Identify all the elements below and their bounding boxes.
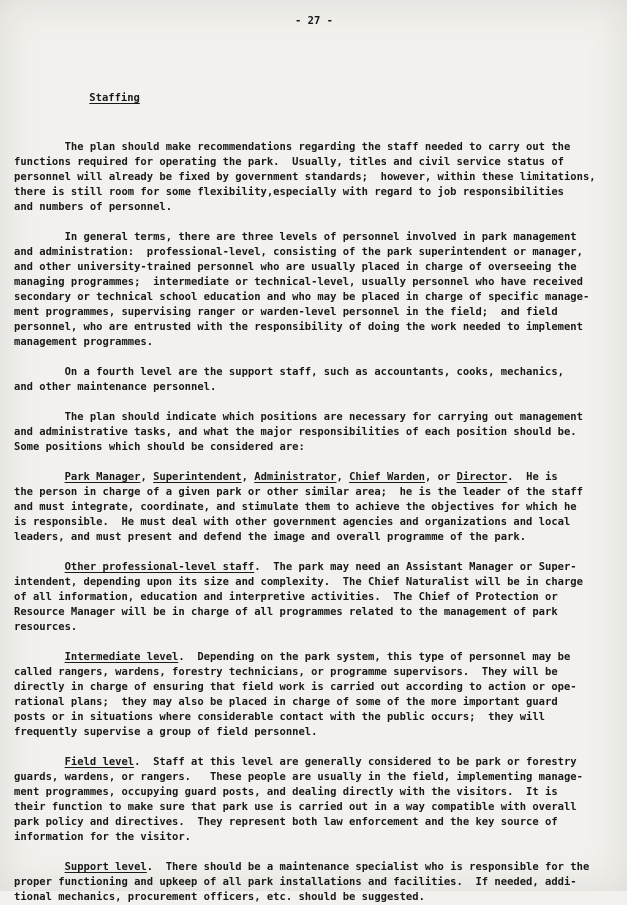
text-run: , or	[424, 471, 457, 483]
text-line	[14, 440, 614, 455]
paragraph	[14, 650, 614, 740]
text-line	[14, 605, 614, 620]
text-line	[14, 170, 614, 185]
text-line	[14, 305, 614, 320]
paragraph	[14, 860, 614, 905]
text-run: ,	[336, 471, 350, 483]
underlined-term: Intermediate level	[64, 651, 179, 663]
text-run: park policy and directives. They represent both law enforcement and the key source of	[14, 816, 558, 828]
underlined-term: Support level	[64, 861, 147, 873]
text-line	[14, 485, 614, 500]
text-run: directly in charge of ensuring that field work is carried out according to action or ope-	[14, 681, 577, 693]
text-line	[14, 335, 614, 350]
text-line	[14, 770, 614, 785]
text-run: . Depending on the park system, this type of personnel may be	[178, 651, 571, 663]
text-run: information for the visitor.	[14, 831, 192, 843]
text-run: and administrative tasks, and what the major responsibilities of each position should be.	[14, 426, 577, 438]
text-run	[14, 861, 65, 873]
text-line	[14, 860, 614, 875]
text-run: . Staff at this level are generally considered to be park or forestry	[134, 756, 577, 768]
text-line	[14, 650, 614, 665]
text-run: ment programmes, occupying guard posts, and dealing directly with the visitors. It is	[14, 786, 558, 798]
text-line	[14, 785, 614, 800]
text-line	[14, 140, 614, 155]
text-line	[14, 695, 614, 710]
text-line	[14, 575, 614, 590]
text-line	[14, 380, 614, 395]
text-line	[14, 875, 614, 890]
paragraph	[14, 410, 614, 455]
text-line	[14, 800, 614, 815]
text-line	[14, 425, 614, 440]
text-line	[14, 560, 614, 575]
text-run: is responsible. He must deal with other government agencies and organizations and local	[14, 516, 571, 528]
text-line	[14, 155, 614, 170]
text-line	[14, 710, 614, 725]
text-line	[14, 185, 614, 200]
text-run: In general terms, there are three levels of personnel involved in park management	[14, 231, 577, 243]
text-run: The plan should indicate which positions are necessary for carrying out management	[14, 411, 583, 423]
text-run	[14, 756, 65, 768]
text-run: guards, wardens, or rangers. These people are usually in the field, implementing manage-	[14, 771, 583, 783]
section-heading-label: Staffing	[89, 92, 140, 104]
text-run: Some positions which should be considered are:	[14, 441, 305, 453]
text-run	[14, 651, 65, 663]
text-line	[14, 410, 614, 425]
text-run: functions required for operating the park. Usually, titles and civil service status of	[14, 156, 564, 168]
text-line	[14, 245, 614, 260]
text-run: intendent, depending upon its size and complexity. The Chief Naturalist will be in charge	[14, 576, 583, 588]
underlined-term: Director	[456, 471, 508, 483]
text-run: ment programmes, supervising ranger or warden-level personnel in the field; and field	[14, 306, 558, 318]
text-run: personnel, who are entrusted with the responsibility of doing the work needed to implement	[14, 321, 583, 333]
text-run: personnel will already be fixed by government standards; however, within these limitations,	[14, 171, 596, 183]
underlined-term: Other professional-level staff	[64, 561, 255, 573]
text-line	[14, 620, 614, 635]
text-line	[14, 320, 614, 335]
text-run: and administration: professional-level, consisting of the park superintendent or manager,	[14, 246, 583, 258]
text-run: and other university-trained personnel who are usually placed in charge of overseeing the	[14, 261, 577, 273]
underlined-term: Superintendent	[153, 471, 242, 483]
text-line	[14, 680, 614, 695]
underlined-term: Chief Warden	[349, 471, 425, 483]
text-run: The plan should make recommendations regarding the staff needed to carry out the	[14, 141, 571, 153]
text-run: of all information, education and interpretive activities. The Chief of Protection or	[14, 591, 558, 603]
text-run	[14, 561, 65, 573]
text-line	[14, 260, 614, 275]
text-run: frequently supervise a group of field personnel.	[14, 726, 318, 738]
text-run: Resource Manager will be in charge of all programmes related to the management of park	[14, 606, 558, 618]
text-run: posts or in situations where considerable contact with the public occurs; they will	[14, 711, 546, 723]
text-run: there is still room for some flexibility,especially with regard to job responsibilities	[14, 186, 564, 198]
text-run: called rangers, wardens, forestry technicians, or programme supervisors. They will be	[14, 666, 558, 678]
text-run: and numbers of personnel.	[14, 201, 173, 213]
text-line	[14, 365, 614, 380]
paragraph	[14, 755, 614, 845]
paragraph	[14, 470, 614, 545]
text-run: proper functioning and upkeep of all park installations and facilities. If needed, addi-	[14, 876, 577, 888]
text-line	[14, 500, 614, 515]
text-line	[14, 515, 614, 530]
text-run	[14, 471, 65, 483]
text-run: . There should be a maintenance specialist who is responsible for the	[146, 861, 590, 873]
text-line	[14, 890, 614, 905]
paragraph	[14, 560, 614, 635]
document-body	[14, 140, 614, 905]
text-run: ,	[241, 471, 255, 483]
text-run: . He is	[507, 471, 558, 483]
text-run: their function to make sure that park use is carried out in a way compatible with overall	[14, 801, 577, 813]
text-line	[14, 755, 614, 770]
text-line	[14, 815, 614, 830]
text-run: management programmes.	[14, 336, 154, 348]
text-run: resources.	[14, 621, 78, 633]
text-run: rational plans; they may also be placed in charge of some of the more important guard	[14, 696, 558, 708]
text-line	[14, 725, 614, 740]
text-line	[14, 590, 614, 605]
text-run: managing programmes; intermediate or technical-level, usually personnel who have received	[14, 276, 583, 288]
text-run: the person in charge of a given park or other similar area; he is the leader of the staff	[14, 486, 583, 498]
paragraph	[14, 140, 614, 215]
text-run: On a fourth level are the support staff, such as accountants, cooks, mechanics,	[14, 366, 564, 378]
underlined-term: Administrator	[254, 471, 337, 483]
underlined-term: Field level	[64, 756, 135, 768]
text-line	[14, 290, 614, 305]
text-run: leaders, and must present and defend the image and overall programme of the park.	[14, 531, 527, 543]
text-line	[14, 665, 614, 680]
text-line	[14, 230, 614, 245]
text-run: and other maintenance personnel.	[14, 381, 217, 393]
text-run: tional mechanics, procurement officers, etc. should be suggested.	[14, 891, 425, 903]
text-run: . The park may need an Assistant Manager or Super-	[254, 561, 577, 573]
page-number: - 27 -	[295, 15, 333, 27]
underlined-term: Park Manager	[64, 471, 141, 483]
section-heading	[64, 76, 614, 121]
text-run: and must integrate, coordinate, and stimulate them to achieve the objectives for which he	[14, 501, 577, 513]
text-run: ,	[140, 471, 154, 483]
text-line	[14, 830, 614, 845]
paragraph	[14, 230, 614, 350]
text-run: secondary or technical school education and who may be placed in charge of specific manage-	[14, 291, 590, 303]
paragraph	[14, 365, 614, 395]
text-line	[14, 530, 614, 545]
text-line	[14, 275, 614, 290]
text-line	[14, 470, 614, 485]
text-line	[14, 200, 614, 215]
